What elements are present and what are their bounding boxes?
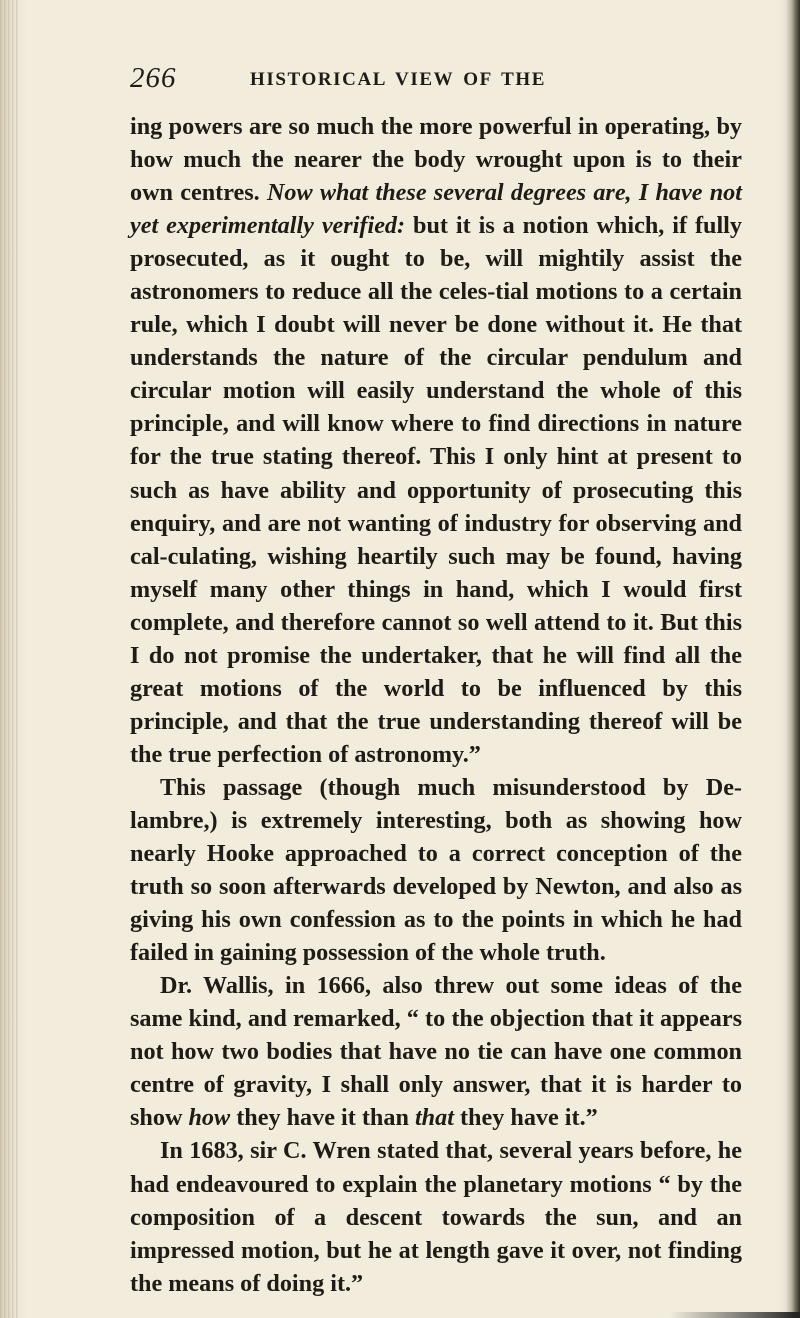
running-head: HISTORICAL VIEW OF THE [250, 69, 547, 90]
paragraph-wren: In 1683, sir C. Wren stated that, several years before, he had endeavoured to explain the planetary motions “ by the composition of a descent towards the sun, and an impressed motion, but he at length gave it over, not finding the means of doing it.” [130, 1137, 742, 1297]
page-edge-right [786, 0, 800, 1318]
page-number: 266 [130, 62, 177, 94]
body-text [130, 110, 742, 1300]
page-gutter-left [0, 0, 18, 1318]
text-segment: Dr. Wallis, in 1666, also threw out some ideas of the same kind, and remarked, “ to the objection that it appears not how two bodies that have no tie can have one common centre of gravity, I shall only answer, that it is harder to show [130, 972, 742, 1132]
paragraph-hooke-quote [130, 110, 742, 771]
text-segment: they have it than [230, 1104, 415, 1132]
paragraph-wallis [130, 969, 742, 1134]
italic-segment: Now what these several degrees are, I have not yet experimentally verified: [130, 179, 742, 240]
paragraph-delambre: This passage (though much misunderstood by De-lambre,) is extremely interesting, both as showing how nearly Hooke approached to a correct conception of the truth so soon afterwards developed by Newton, and also as giving his own confession as to the points in which he had failed in gaining possession of the whole truth. [130, 773, 742, 967]
page-corner-shadow [670, 1312, 800, 1318]
text-segment: they have it.” [453, 1104, 598, 1132]
page-header [130, 62, 770, 102]
text-segment: but it is a notion which, if fully prosecuted, as it ought to be, will mightily assist the astronomers to reduce all the celes-tial motions to a certain rule, which I doubt will never be done without it. He that understands the nature of the circular pendulum and circular motion will easily understand the whole of this principle, and will know where to find directions in nature for the true stating thereof. This I only hint at present to such as have ability and opportunity of prosecuting this enquiry, and are not wanting of industry for observing and cal-culating, wishing heartily such may be found, having myself many other things in hand, which I would first complete, and therefore cannot so well attend to it. But this I do not promise the undertaker, that he will find all the great motions of the world to be influenced by this principle, and that the true understanding thereof will be the true perfection of astronomy.” [130, 212, 742, 768]
text-segment: ing powers are so much the more powerful in operating, by how much the nearer the body wrought upon is to their own centres. [130, 113, 742, 207]
italic-segment: that [414, 1104, 454, 1132]
italic-segment: how [188, 1104, 231, 1132]
